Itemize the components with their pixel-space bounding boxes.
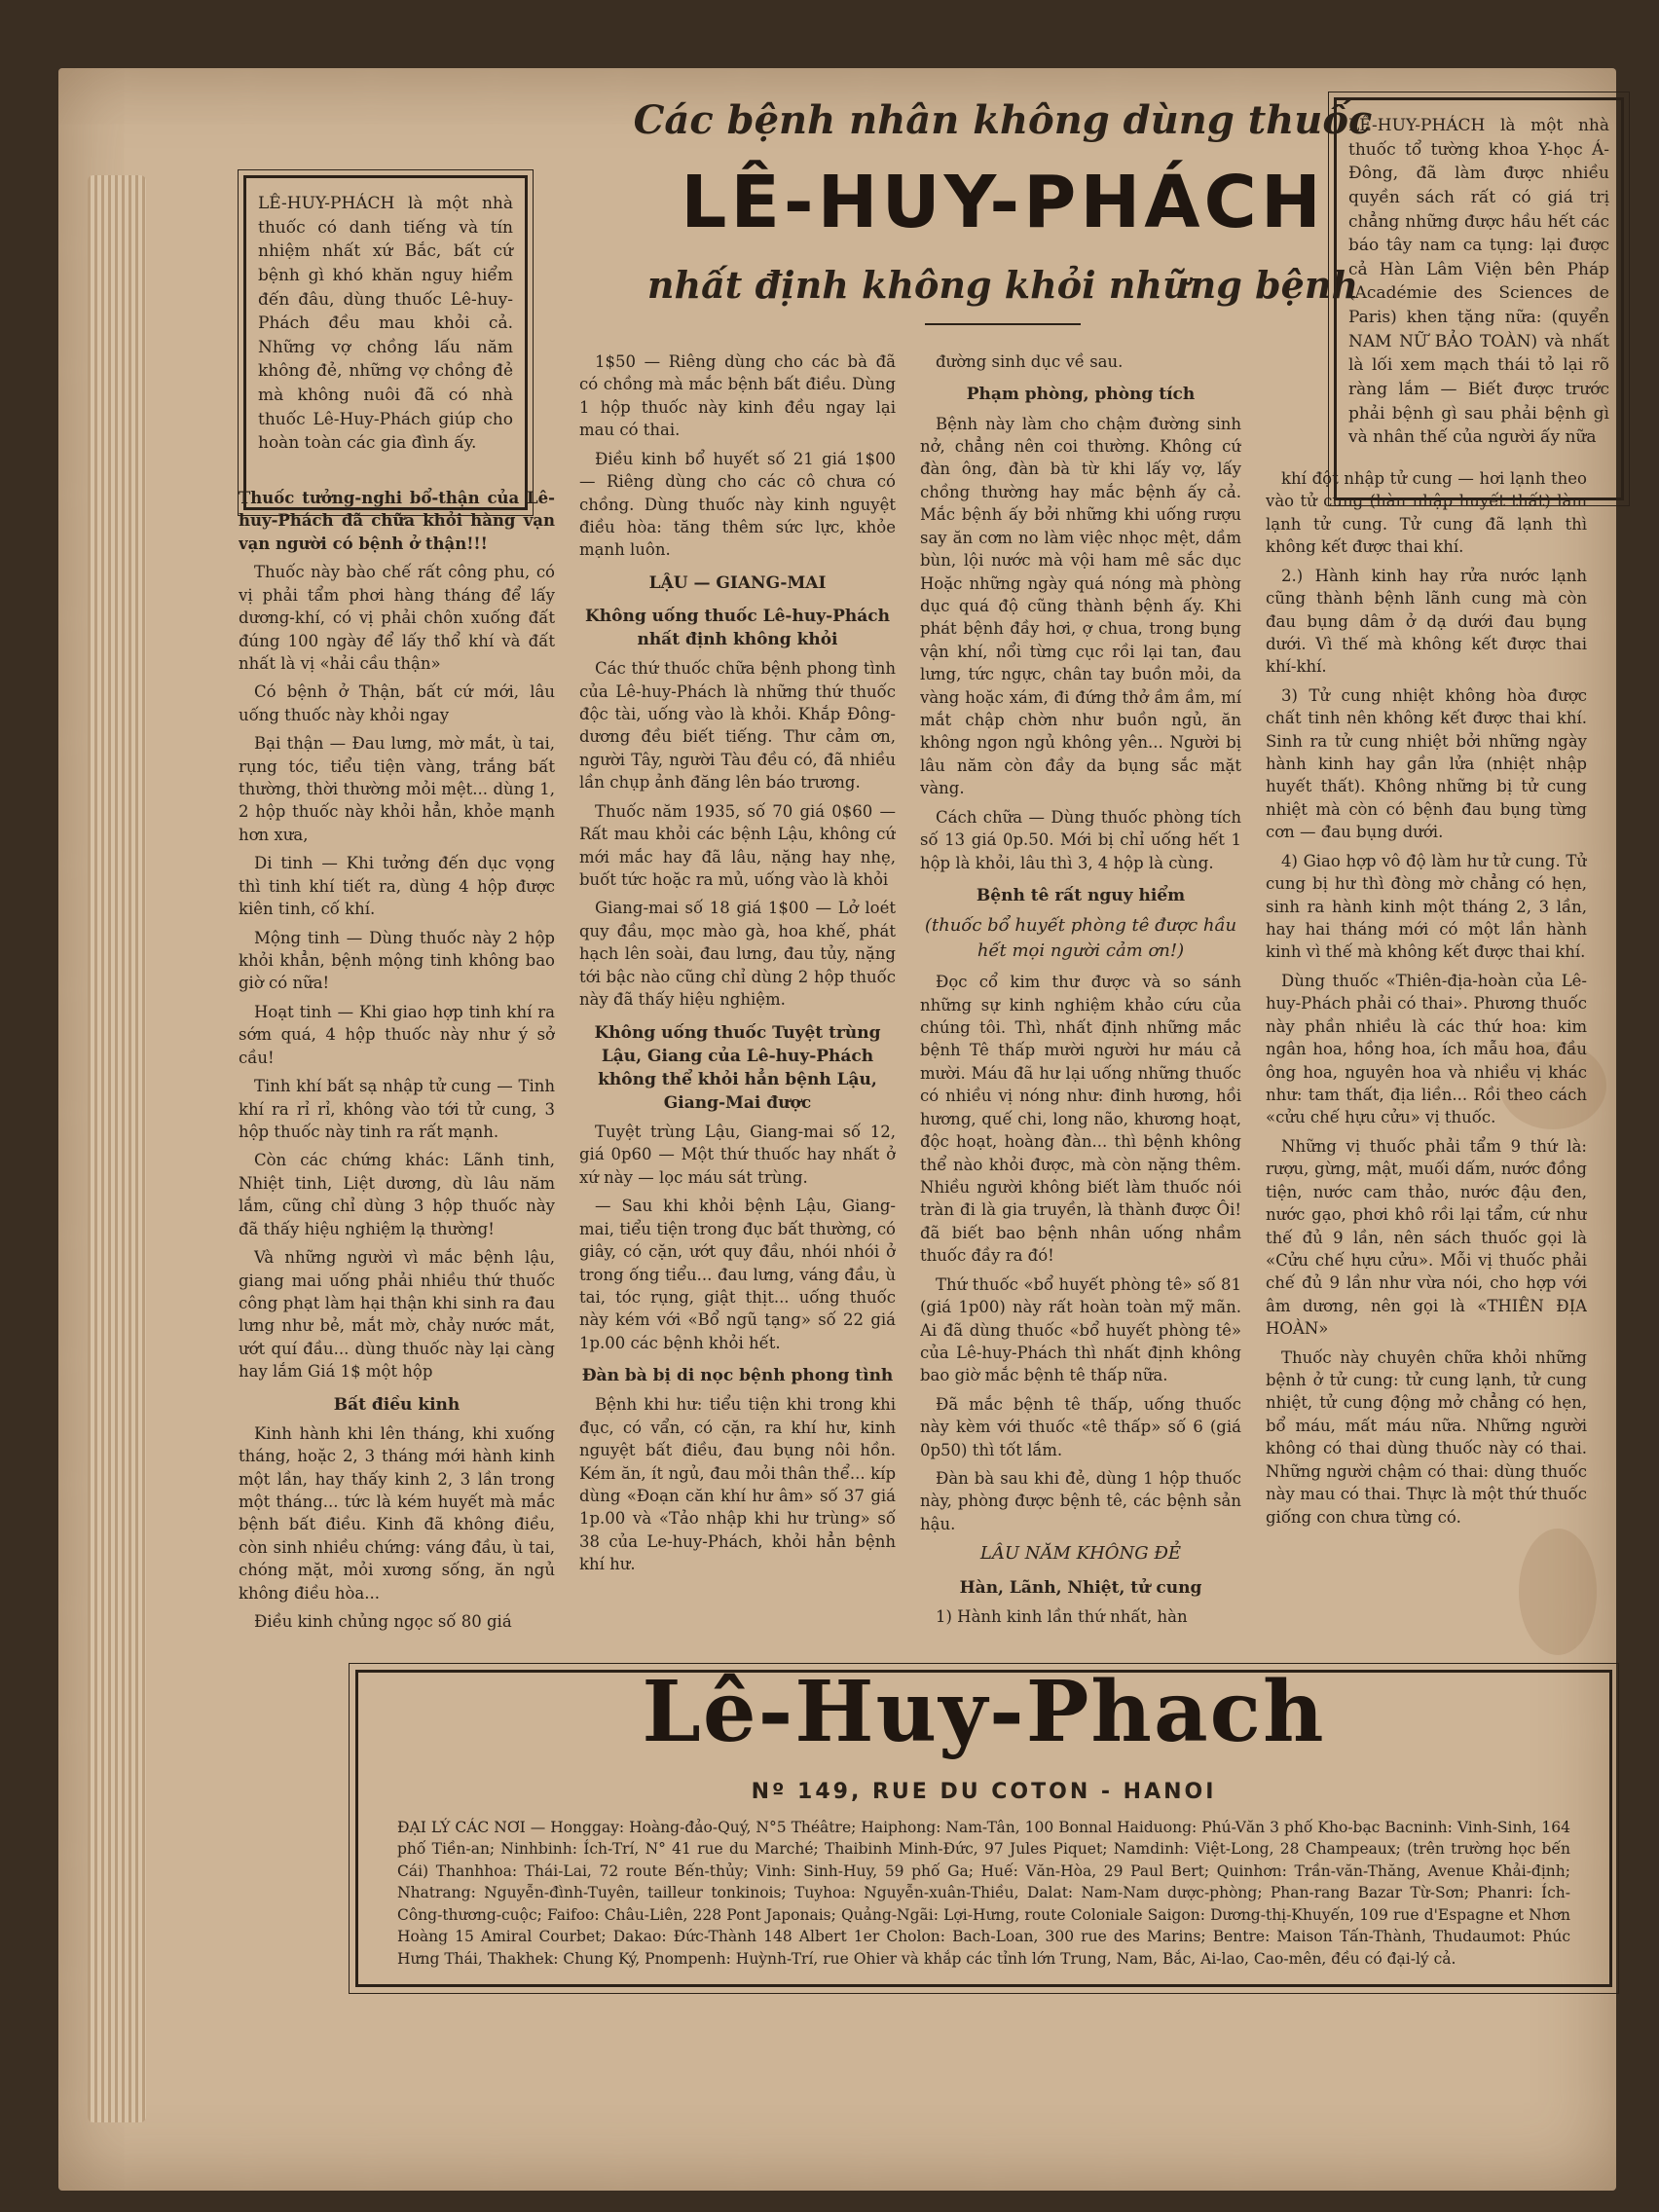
paragraph: Và những người vì mắc bệnh lậu, giang mai uống phải nhiều thứ thuốc công phạt làm hại thận khi sinh ra đau lưng như bẻ, mắt mờ, chảy nước mắt, ướt quí đầu... dùng thuốc này lại càng hay lắm Giá 1$ một hộp	[239, 1248, 555, 1382]
lead-paragraph: Thuốc tưởng-nghi bổ-thận của Lê-huy-Phách đã chữa khỏi hàng vạn vạn người có bệnh ở thận!!!	[239, 489, 555, 553]
paragraph: Cách chữa — Dùng thuốc phòng tích số 13 giá 0p.50. Mới bị chỉ uống hết 1 hộp là khỏi, lâu thì 3, 4 hộp là cùng.	[920, 807, 1241, 872]
headline-tagline: nhất định không khỏi những bệnh	[646, 263, 1359, 307]
section-heading: Phạm phòng, phòng tích	[966, 385, 1196, 405]
paragraph: khí đột nhập tử cung — hơi lạnh theo vào tử cung (hàn nhập huyết thất) làm lạnh tử cung. Tử cung đã lạnh thì không kết được thai khí.	[1266, 469, 1587, 557]
paragraph: Bệnh này làm cho chậm đường sinh nở, chẳng nên coi thường. Không cứ đàn ông, đàn bà từ khi lấy vợ, lấy chồng thường hay mắc bệnh ấy cả. Mắc bệnh ấy bởi những khi uống rượu say ăn cơm no làm việc nhọc mệt, dầm bùn, lội nước mà vội ham mê sắc dục Hoặc những ngày quá nóng mà phòng dục quá độ cũng thành bệnh ấy. Khi phát bệnh đầy hơi, ợ chua, trong bụng vận khí, nổi từng cục rồi lại tan, đau lưng, tức ngực, chân tay buồn mỏi, da vàng hoặc xám, đi đứng thở ầm ầm, mí mắt chập chờn như buồn ngủ, ăn không ngon ngủ không yên... Người bị lâu năm còn đầy da bụng sắc mặt vàng.	[920, 414, 1241, 798]
paragraph: 2.) Hành kinh hay rửa nước lạnh cũng thành bệnh lãnh cung mà còn đau bụng dâm ở dạ dưới đau bụng dưới. Vì thế mà không kết được thai khí-khí.	[1266, 566, 1587, 677]
paragraph: 1) Hành kinh lần thứ nhất, hàn	[936, 1607, 1188, 1626]
paragraph: Đàn bà sau khi đẻ, dùng 1 hộp thuốc này, phòng được bệnh tê, các bệnh sản hậu.	[920, 1469, 1241, 1533]
headline-subtitle: Các bệnh nhân không dùng thuốc	[633, 97, 1373, 143]
right-box-text: LÊ-HUY-PHÁCH là một nhà thuốc tổ tường khoa Y-học Á-Đông, đã làm được nhiều quyền sách rất có giá trị chẳng những được hầu hết các báo tây nam ca tụng: lại được cả Hàn Lâm Viện bên Pháp (Académie des Sciences de Paris) khen tặng nữa: (quyển NAM NỮ BẢO TOÀN) và nhất là lối xem mạch thái tỏ lại rõ ràng lắm — Biết được trước phải bệnh gì sau phải bệnh gì và nhân thế của người ấy nữa	[1348, 116, 1609, 448]
paragraph: Điều kinh chủng ngọc số 80 giá	[254, 1612, 512, 1632]
left-ad-box	[243, 175, 528, 510]
paragraph: Thuốc năm 1935, số 70 giá 0$60 — Rất mau khỏi các bệnh Lậu, không cứ mới mắc hay đã lâu, nặng hay nhẹ, buốt tức hoặc ra mủ, uống vào là khỏi	[579, 801, 896, 889]
paragraph: Bại thận — Đau lưng, mờ mắt, ù tai, rụng tóc, tiểu tiện vàng, trắng bất thường, thời thường mỏi mệt... dùng 1, 2 hộp thuốc này khỏi hẳn, khỏe mạnh hơn xưa,	[239, 734, 555, 844]
column-4	[1266, 467, 1587, 1684]
headline-title: LÊ-HUY-PHÁCH	[681, 161, 1325, 244]
footer-brand: Lê-Huy-Phach	[642, 1663, 1326, 1761]
page-content	[156, 68, 1616, 2191]
section-heading: Không uống thuốc Tuyệt trùng Lậu, Giang của Lê-huy-Phách không thể khỏi hẳn bệnh Lậu, Giang-Mai được	[594, 1022, 881, 1113]
paragraph: Tuyệt trùng Lậu, Giang-mai số 12, giá 0p60 — Một thứ thuốc hay nhất ở xứ này — lọc máu sát trùng.	[579, 1123, 896, 1187]
paragraph: Đọc cổ kim thư được và so sánh những sự kinh nghiệm khảo cứu của chúng tôi. Thì, nhất định những mắc bệnh Tê thấp mười người hư máu cả mười. Máu đã hư lại uống những thuốc có nhiều vị nóng như: đinh hương, hồi hương, quế chi, long não, khương hoạt, độc hoạt, hoàng đàn... thì bệnh không thể nào khỏi được, mà còn nặng thêm. Nhiều người không biết làm thuốc nói tràn đi là gia truyền, là thành được Ôi! đã biết bao bệnh nhân uống nhầm thuốc đầy ra đó!	[920, 973, 1241, 1266]
paragraph: 3) Tử cung nhiệt không hòa được chất tinh nên không kết được thai khí. Sinh ra tử cung nhiệt bởi những ngày hành kinh hay gần lửa (nhiệt nhập huyết thất). Không những bị tử cung nhiệt mà còn có bệnh đau bụng từng cơn — đau bụng dưới.	[1266, 685, 1587, 842]
paragraph: Hoạt tinh — Khi giao hợp tinh khí ra sớm quá, 4 hộp thuốc này như ý sở cầu!	[239, 1002, 555, 1067]
paragraph: Kinh hành khi lên tháng, khi xuống tháng, hoặc 2, 3 tháng mới hành kinh một lần, hay thấy kinh 2, 3 lần trong một tháng... tức là kém huyết mà mắc bệnh bất điều. Kinh đã không điều, còn sinh nhiều chứng: váng đầu, ù tai, chóng mặt, mỏi xương sống, ăn ngủ không điều hòa...	[239, 1423, 555, 1603]
paragraph: Có bệnh ở Thận, bất cứ mới, lâu uống thuốc này khỏi ngay	[239, 682, 555, 724]
footer-address: Nº 149, RUE DU COTON - HANOI	[751, 1780, 1217, 1804]
paragraph: Tinh khí bất sạ nhập tử cung — Tinh khí ra rỉ rỉ, không vào tới tử cung, 3 hộp thuốc này tinh ra rất mạnh.	[239, 1077, 555, 1141]
paragraph: Mộng tinh — Dùng thuốc này 2 hộp khỏi khẳn, bệnh mộng tinh không bao giờ có nữa!	[239, 928, 555, 993]
column-2	[579, 350, 896, 1684]
italic-subheading: (thuốc bổ huyết phòng tê được hầu hết mọi người cảm ơn!)	[924, 915, 1237, 961]
paragraph: Thứ thuốc «bổ huyết phòng tê» số 81 (giá 1p00) này rất hoàn toàn mỹ mãn. Ai đã dùng thuốc «bổ huyết phòng tê» của Lê-huy-Phách thì nhất định không bao giờ mắc bệnh tê thấp nữa.	[920, 1274, 1241, 1385]
headline-divider	[925, 323, 1081, 325]
footer-agents-list: ĐẠI LÝ CÁC NƠI — Honggay: Hoàng-đảo-Quý, N°5 Théâtre; Haiphong: Nam-Tân, 100 Bonnal Haiduong: Phú-Văn 3 phố Kho-bạc Bacninh: Vinh-Sinh, 164 phố Tiền-an; Ninhbinh: Ích-Trí, N° 41 rue du Marché; Thaibinh Minh-Đức, 97 Jules Piquet; Namdinh: Việt-Long, 28 Champeaux; (trên trường học bến Cái) Thanhhoa: Thái-Lai, 72 route Bến-thủy; Vinh: Sinh-Huy, 59 phố Ga; Huế: Văn-Hòa, 29 Paul Bert; Quinhơn: Trần-văn-Thăng, Avenue Khải-định; Nhatrang: Nguyễn-đình-Tuyên, tailleur tonkinois; Tuyhoa: Nguyễn-xuân-Thiều, Dalat: Nam-Nam dược-phòng; Phan-rang Bazar Từ-Sơn; Phanri: Ích-Công-thương-cuộc; Faifoo: Châu-Liên, 228 Pont Japonais; Quảng-Ngãi: Lợi-Hưng, route Coloniale Saigon: Dương-thị-Khuyến, 109 rue d'Espagne et Nhơn Hoàng 15 Amiral Courbet; Dakao: Đức-Thành 148 Albert 1er Cholon: Bach-Loan, 300 rue des Marins; Bentre: Maison Tấn-Thành, Thudaumot: Phúc Hưng Thái, Thakhek: Chung Ký, Pnompenh: Huỳnh-Trí, rue Ohier và khắp các tỉnh lớn Trung, Nam, Bắc, Ai-lao, Cao-mên, đều có đại-lý cả.	[397, 1819, 1570, 1968]
section-heading: Đàn bà bị di nọc bệnh phong tình	[581, 1366, 894, 1386]
paragraph: Những vị thuốc phải tẩm 9 thứ là: rượu, gừng, mật, muối dấm, nước đồng tiện, nước cam thảo, nước đậu đen, nước gạo, phơi khô rồi lại tẩm, cứ như thế đủ 9 lần, nên sách thuốc gọi là «Cửu chế hựu cửu». Mỗi vị thuốc phải chế đủ 9 lần như vừa nói, cho hợp với âm dương, nên gọi là «THIÊN ĐỊA HOÀN»	[1266, 1136, 1587, 1339]
section-heading: Hàn, Lãnh, Nhiệt, tử cung	[959, 1577, 1202, 1598]
paragraph: Bệnh khi hư: tiểu tiện khi trong khi đục, có vẩn, có cặn, ra khí hư, kinh nguyệt bất điều, đau bụng nôi hồn. Kém ăn, ít ngủ, đau mỏi thân thể... kíp dùng «Đoạn căn khí hư âm» số 37 giá 1p.00 và «Tảo nhập khi hư trùng» số 38 của Le-huy-Phách, khỏi hẳn bệnh khí hư.	[579, 1395, 896, 1574]
paragraph: Di tinh — Khi tưởng đến dục vọng thì tinh khí tiết ra, dùng 4 hộp được kiên tinh, cố khí.	[239, 854, 555, 919]
section-heading: LẬU — GIANG-MAI	[648, 572, 827, 593]
section-heading: Bất điều kinh	[333, 1394, 461, 1415]
paragraph: 4) Giao hợp vô độ làm hư tử cung. Tử cung bị hư thì đòng mờ chẳng có hẹn, sinh ra hành kinh một tháng 2, 3 lần, hay hai tháng mới có một lần hành kinh vì thế mà không kết được thai khí.	[1266, 851, 1587, 962]
section-heading: Không uống thuốc Lê-huy-Phách nhất định không khỏi	[584, 606, 891, 650]
paragraph: Điều kinh bổ huyết số 21 giá 1$00 — Riêng dùng cho các cô chưa có chồng. Dùng thuốc này kinh nguyệt điều hòa: tăng thêm sức lực, khỏe mạnh luôn.	[579, 449, 896, 560]
column-1	[239, 487, 555, 1684]
paragraph: — Sau khi khỏi bệnh Lậu, Giang-mai, tiểu tiện trong đục bất thường, có giây, có cặn, ướt quy đầu, nhói nhói ở trong ống tiểu... đau lưng, váng đầu, ù tai, tóc rụng, giật thịt... uống thuốc này kém với «Bổ ngũ tạng» số 22 giá 1p.00 các bệnh khỏi hết.	[579, 1197, 896, 1352]
paragraph: Thuốc này bào chế rất công phu, có vị phải tẩm phơi hàng tháng để lấy dương-khí, có vị phải chôn xuống đất đúng 100 ngày để lấy thổ khí và đất nhất là vị «hải cầu thận»	[239, 563, 555, 673]
section-heading: Bệnh tê rất nguy hiểm	[976, 885, 1186, 905]
paragraph: Dùng thuốc «Thiên-địa-hoàn của Lê-huy-Phách phải có thai». Phương thuốc này phần nhiều là các thứ hoa: kim ngân hoa, hồng hoa, ích mẫu hoa, đầu ông hoa, nguyên hoa và nhiều vị khác như: tam thất, địa liền... Rồi theo cách «cửu chế hựu cửu» vị thuốc.	[1266, 971, 1587, 1127]
italic-subheading: LÂU NĂM KHÔNG ĐẺ	[979, 1543, 1182, 1565]
paragraph: Các thứ thuốc chữa bệnh phong tình của Lê-huy-Phách là những thứ thuốc độc tài, uống vào là khỏi. Khắp Đông-dương đều biết tiếng. Thư cảm ơn, người Tây, người Tàu đều có, đã nhiều lần chụp ảnh đăng lên báo trương.	[579, 659, 896, 793]
newspaper-page	[58, 68, 1616, 2191]
paragraph: Thuốc này chuyên chữa khỏi những bệnh ở tử cung: tử cung lạnh, tử cung nhiệt, tử cung động mở chẳng có hẹn, bổ máu, mất máu nữa. Những người không có thai dùng thuốc này có thai. Những người chậm có thai: dùng thuốc này mau có thai. Thực là một thứ thuốc giống con chưa từng có.	[1266, 1347, 1587, 1527]
left-box-text: LÊ-HUY-PHÁCH là một nhà thuốc có danh tiếng và tín nhiệm nhất xứ Bắc, bất cứ bệnh gì khó khăn nguy hiểm đến đâu, dùng thuốc Lê-huy-Phách đều mau khỏi cả. Những vợ chồng lấu năm không đẻ, những vợ chồng đẻ mà không nuôi đã có nhà thuốc Lê-Huy-Phách giúp cho hoàn toàn các gia đình ấy.	[258, 194, 513, 454]
paragraph: Giang-mai số 18 giá 1$00 — Lở loét quy đầu, mọc mào gà, hoa khế, phát hạch lên soài, đau lưng, đau tủy, nặng tới bậc nào cũng chỉ dùng 2 hộp thuốc này đã thấy hiệu nghiệm.	[579, 899, 896, 1010]
paragraph: 1$50 — Riêng dùng cho các bà đã có chồng mà mắc bệnh bất điều. Dùng 1 hộp thuốc này kinh đều ngay lại mau có thai.	[579, 352, 896, 440]
page-stack-edges	[88, 175, 146, 2122]
column-3	[920, 350, 1241, 1684]
footer-advertisement	[355, 1663, 1612, 1987]
paragraph: đường sinh dục về sau.	[936, 352, 1124, 371]
paragraph: Còn các chứng khác: Lãnh tinh, Nhiệt tinh, Liệt dương, dù lâu năm lắm, cũng chỉ dùng 3 hộp thuốc này đã thấy hiệu nghiệm lạ thường!	[239, 1151, 555, 1238]
paragraph: Đã mắc bệnh tê thấp, uống thuốc này kèm với thuốc «tê thấp» số 6 (giá 0p50) thì tốt lắm.	[920, 1394, 1241, 1459]
